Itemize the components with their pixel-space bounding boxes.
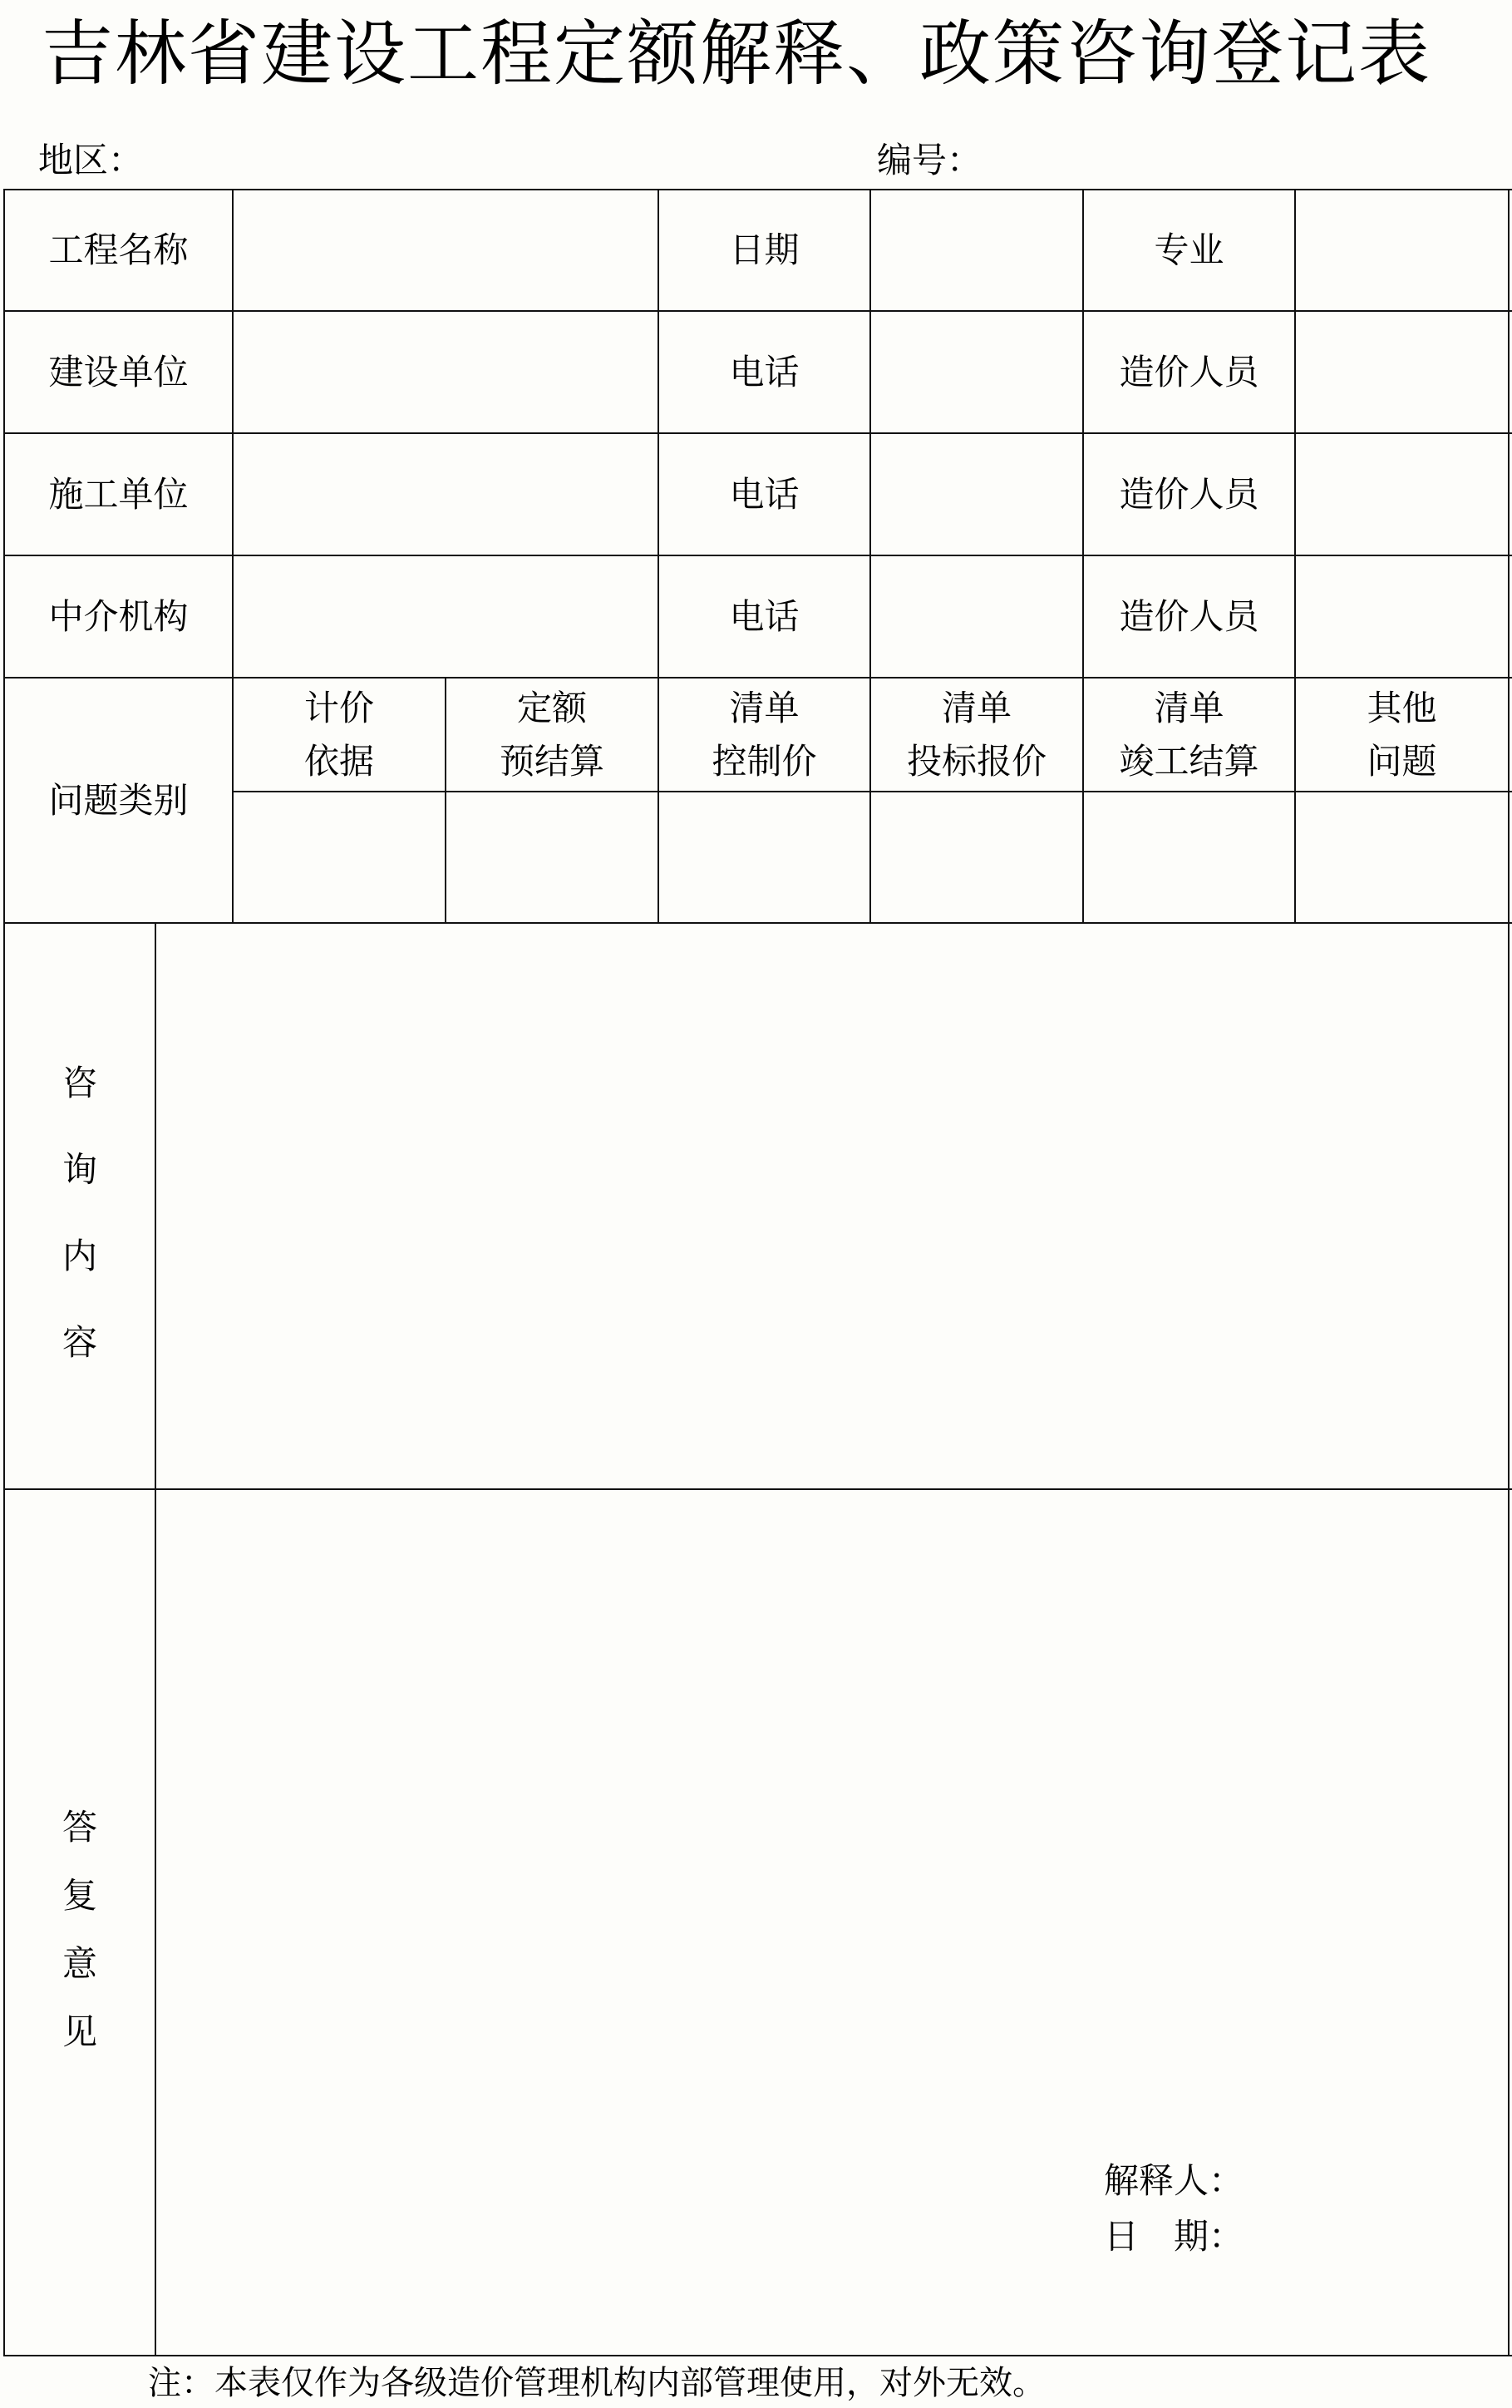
project-name-label: 工程名称 bbox=[48, 229, 189, 270]
contractor-label: 施工单位 bbox=[48, 473, 189, 515]
category-line1: 清单 bbox=[729, 687, 800, 728]
category-bid-price-checkbox[interactable] bbox=[871, 792, 1082, 922]
agency-phone-field[interactable] bbox=[871, 556, 1082, 677]
owner-unit-field[interactable] bbox=[234, 312, 657, 432]
reply-field[interactable] bbox=[156, 1490, 1508, 2355]
category-line2: 预结算 bbox=[499, 740, 604, 782]
label-char: 复 bbox=[62, 1875, 97, 1916]
label-char: 答 bbox=[62, 1807, 97, 1848]
category-line1: 其他 bbox=[1367, 687, 1437, 728]
label-char: 见 bbox=[62, 2011, 97, 2052]
specialty-label: 专业 bbox=[1154, 229, 1224, 270]
reply-label bbox=[5, 1800, 155, 2055]
reply-date-label: 日 期： bbox=[1104, 2216, 1244, 2257]
owner-cost-staff-label: 造价人员 bbox=[1119, 351, 1259, 392]
category-other-checkbox[interactable] bbox=[1296, 792, 1508, 922]
category-line1: 定额 bbox=[516, 687, 587, 728]
agency-phone-label: 电话 bbox=[729, 595, 800, 637]
category-completion-settlement-checkbox[interactable] bbox=[1084, 792, 1294, 922]
label-char: 意 bbox=[62, 1943, 97, 1984]
label-char: 咨 bbox=[62, 1063, 97, 1103]
contractor-phone-label: 电话 bbox=[729, 473, 800, 515]
region-label: 地区： bbox=[38, 140, 144, 180]
label-char: 容 bbox=[62, 1322, 97, 1363]
date-label: 日期 bbox=[729, 229, 800, 270]
agency-cost-staff-field[interactable] bbox=[1296, 556, 1508, 677]
category-other bbox=[1296, 678, 1508, 791]
consult-content-label bbox=[5, 1056, 155, 1365]
category-quota-settlement-checkbox[interactable] bbox=[446, 792, 657, 922]
specialty-field[interactable] bbox=[1296, 190, 1508, 310]
category-line1: 清单 bbox=[1154, 687, 1224, 728]
category-pricing-basis bbox=[234, 678, 445, 791]
label-char: 内 bbox=[62, 1236, 97, 1276]
number-label: 编号： bbox=[877, 140, 983, 180]
contractor-field[interactable] bbox=[234, 434, 657, 555]
issue-type-label: 问题类别 bbox=[48, 779, 189, 821]
agency-field[interactable] bbox=[234, 556, 657, 677]
label-char: 询 bbox=[62, 1149, 97, 1190]
agency-cost-staff-label: 造价人员 bbox=[1119, 595, 1259, 637]
contractor-cost-staff-label: 造价人员 bbox=[1119, 473, 1259, 515]
category-bid-price bbox=[871, 678, 1082, 791]
owner-cost-staff-field[interactable] bbox=[1296, 312, 1508, 432]
category-control-price-checkbox[interactable] bbox=[659, 792, 869, 922]
category-line2: 控制价 bbox=[712, 740, 817, 782]
contractor-cost-staff-field[interactable] bbox=[1296, 434, 1508, 555]
form-title: 吉林省建设工程定额解释、政策咨询登记表 bbox=[42, 12, 1431, 96]
category-line1: 计价 bbox=[303, 687, 374, 728]
owner-phone-label: 电话 bbox=[729, 351, 800, 392]
category-line2: 依据 bbox=[303, 740, 374, 782]
owner-unit-label: 建设单位 bbox=[48, 351, 189, 392]
owner-phone-field[interactable] bbox=[871, 312, 1082, 432]
project-name-field[interactable] bbox=[234, 190, 657, 310]
category-control-price bbox=[659, 678, 869, 791]
contractor-phone-field[interactable] bbox=[871, 434, 1082, 555]
category-pricing-basis-checkbox[interactable] bbox=[234, 792, 445, 922]
category-line1: 清单 bbox=[941, 687, 1012, 728]
category-line2: 投标报价 bbox=[906, 740, 1047, 782]
date-field[interactable] bbox=[871, 190, 1082, 310]
consult-content-field[interactable] bbox=[156, 924, 1508, 1488]
category-line2: 竣工结算 bbox=[1119, 740, 1259, 782]
agency-label: 中介机构 bbox=[48, 595, 189, 637]
category-completion-settlement bbox=[1084, 678, 1294, 791]
category-quota-settlement bbox=[446, 678, 657, 791]
table-border-bottom bbox=[3, 2355, 1512, 2356]
category-line2: 问题 bbox=[1367, 740, 1437, 782]
footnote: 注：本表仅作为各级造价管理机构内部管理使用，对外无效。 bbox=[148, 2364, 1046, 2402]
interpreter-label: 解释人： bbox=[1104, 2160, 1244, 2201]
table-border-right bbox=[1508, 189, 1510, 2356]
